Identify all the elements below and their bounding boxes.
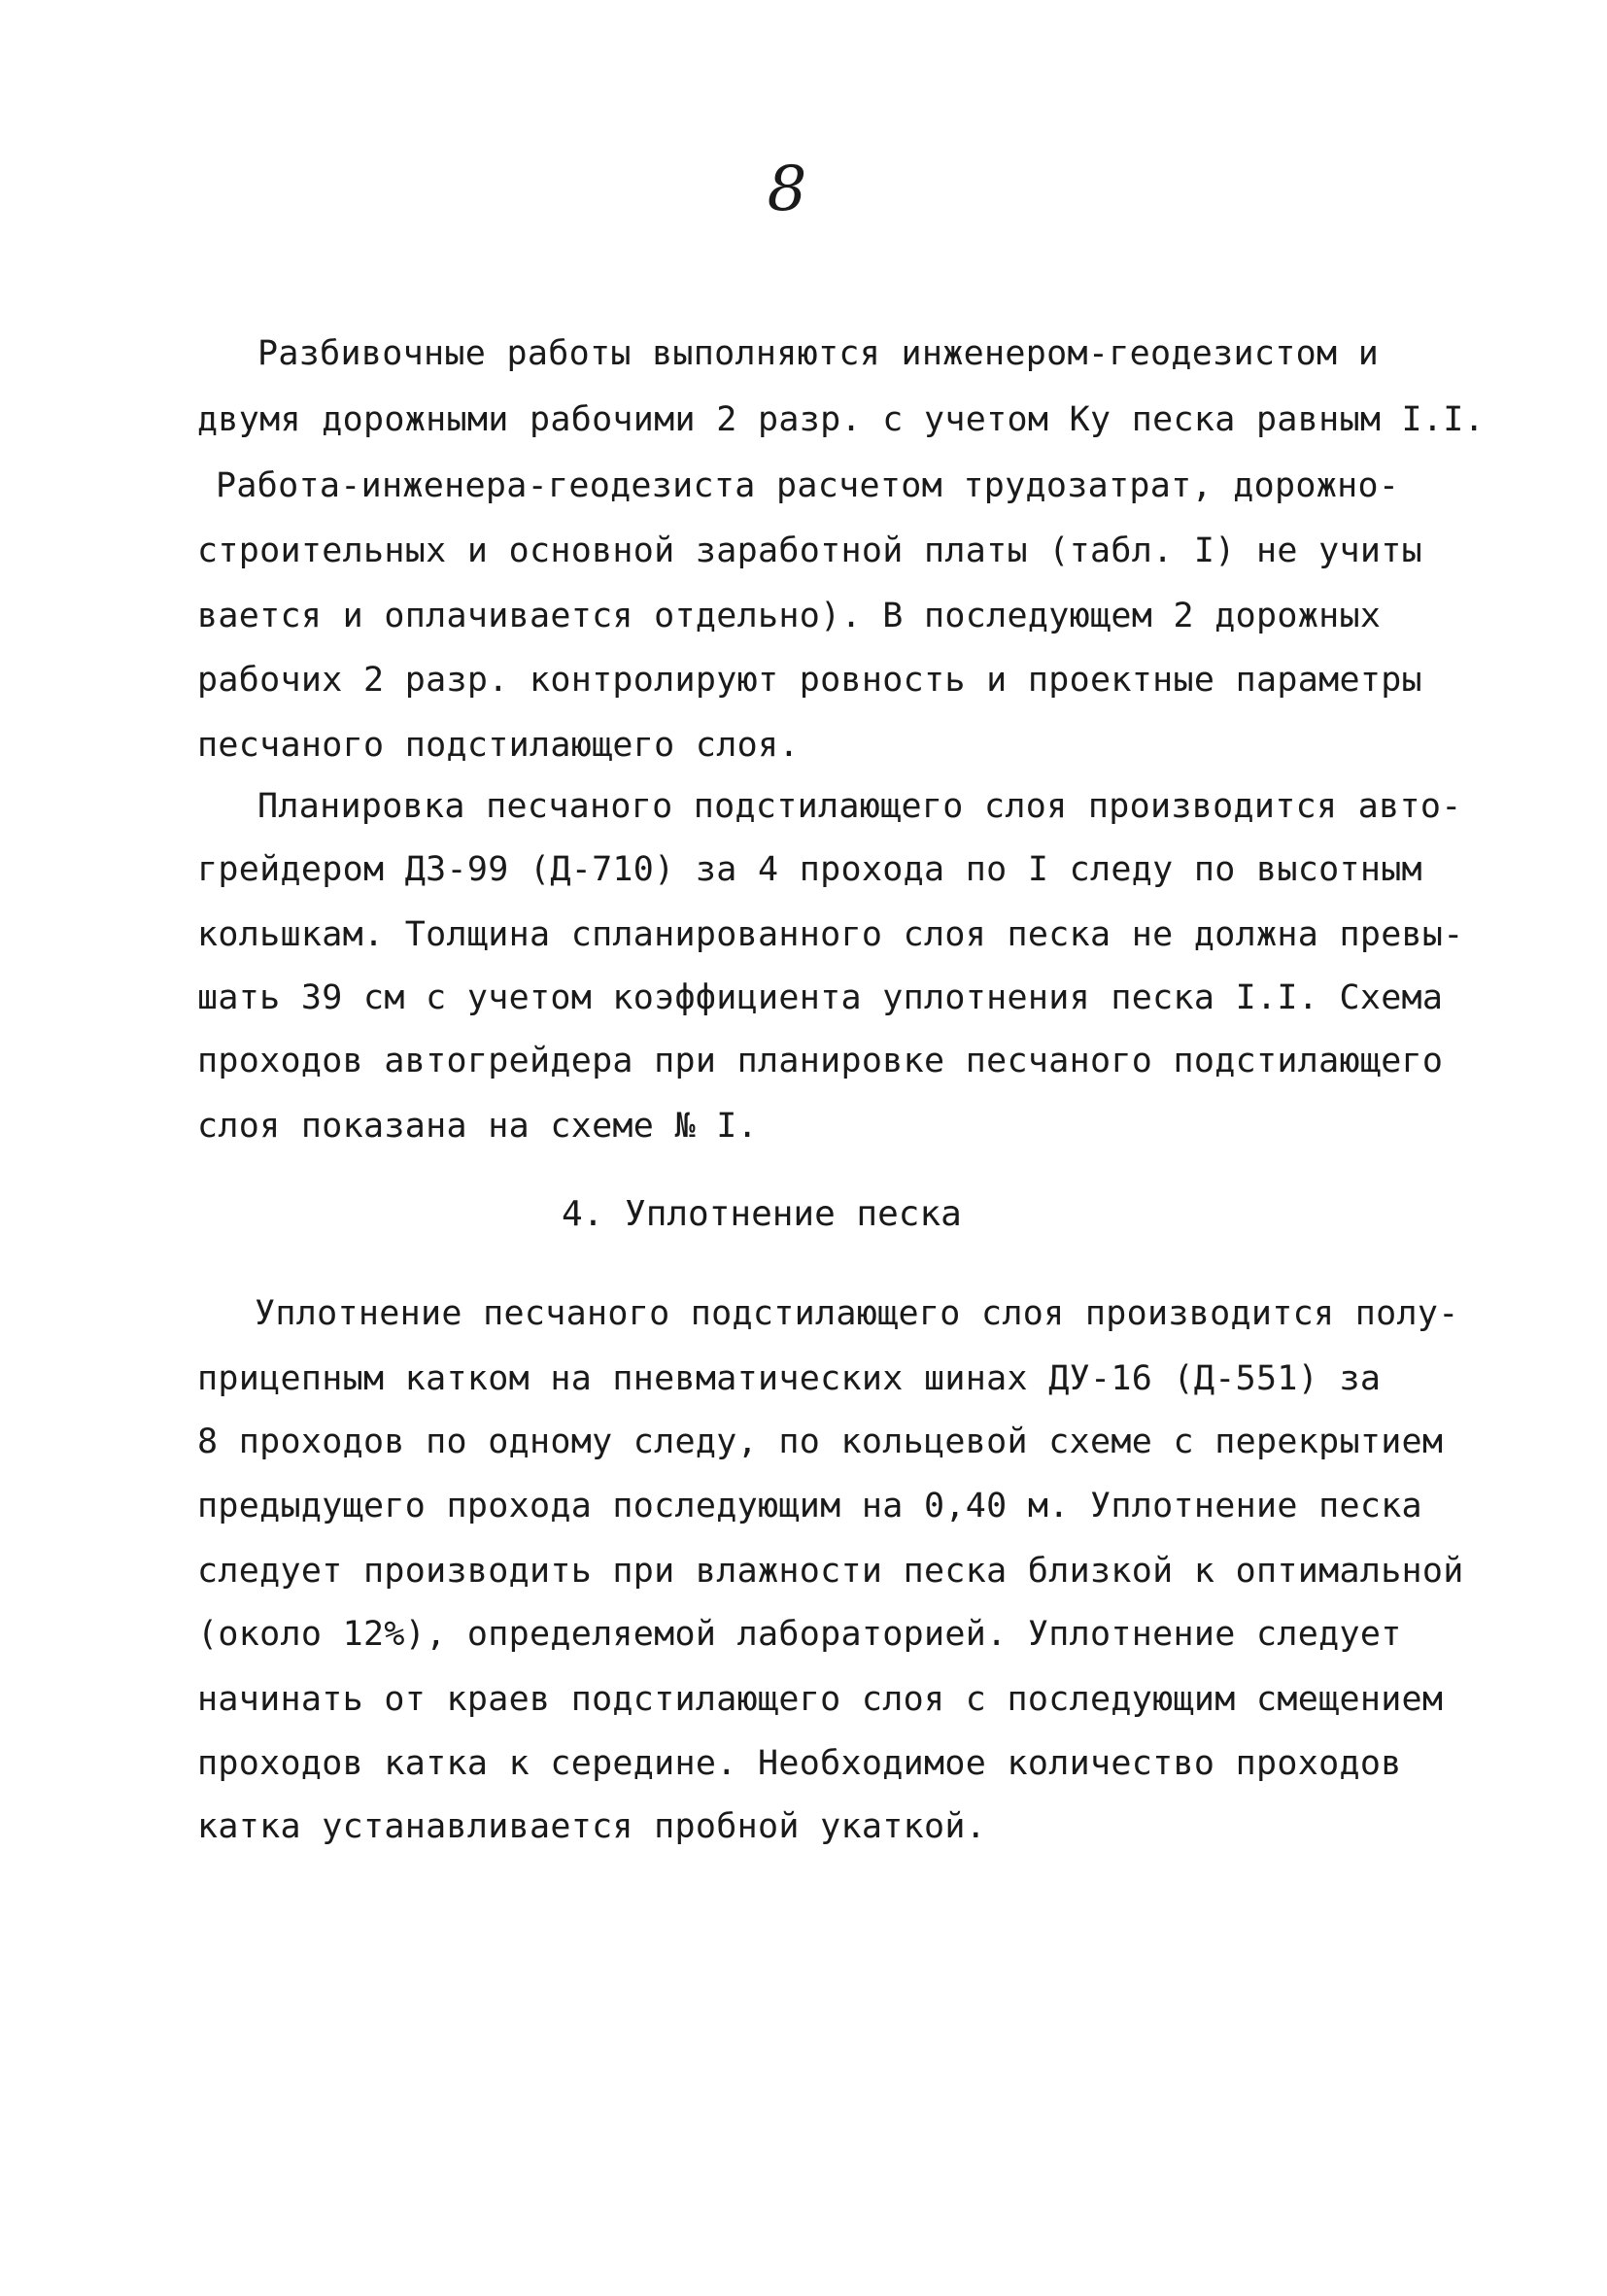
paragraph-3-line: предыдущего прохода последующим на 0,40 м. Уплотнение песка — [197, 1487, 1422, 1525]
paragraph-3-line: катка устанавливается пробной укаткой. — [197, 1807, 987, 1846]
paragraph-2-line: грейдером ДЗ-99 (Д-710) за 4 прохода по I следу по высотным — [197, 850, 1422, 889]
paragraph-2-line: кольшкам. Толщина спланированного слоя песка не должна превы- — [197, 915, 1464, 954]
paragraph-1-line: вается и оплачивается отдельно). В последующем 2 дорожных — [197, 597, 1382, 635]
paragraph-1-line: строительных и основной заработной платы (табл. I) не учиты — [197, 531, 1422, 570]
paragraph-1-line: Работа-инженера-геодезиста расчетом трудозатрат, дорожно- — [216, 466, 1400, 505]
paragraph-1-line: Разбивочные работы выполняются инженером-геодезистом и — [257, 334, 1380, 373]
paragraph-1-line: песчаного подстилающего слоя. — [197, 726, 800, 765]
paragraph-3-line: 8 проходов по одному следу, по кольцевой схеме с перекрытием — [197, 1422, 1444, 1461]
page-number: 8 — [767, 154, 807, 225]
section-heading: 4. Уплотнение песка — [562, 1194, 962, 1234]
paragraph-3-line: Уплотнение песчаного подстилающего слоя производится полу- — [255, 1294, 1459, 1333]
paragraph-1-line: рабочих 2 разр. контролируют ровность и проектные параметры — [197, 661, 1422, 700]
paragraph-3-line: (около 12%), определяемой лабораторией. Уплотнение следует — [197, 1615, 1402, 1654]
paragraph-3-line: прицепным катком на пневматических шинах ДУ-16 (Д-551) за — [197, 1359, 1382, 1398]
paragraph-3-line: начинать от краев подстилающего слоя с последующим смещением — [197, 1680, 1444, 1719]
paragraph-3-line: проходов катка к середине. Необходимое количество проходов — [197, 1744, 1402, 1783]
paragraph-3-line: следует производить при влажности песка близкой к оптимальной — [197, 1552, 1464, 1591]
paragraph-2-line: Планировка песчаного подстилающего слоя производится авто- — [257, 787, 1462, 826]
paragraph-2-line: слоя показана на схеме № I. — [197, 1107, 759, 1146]
paragraph-1-line: двумя дорожными рабочими 2 разр. с учетом Ку песка равным I.I. — [197, 400, 1486, 439]
paragraph-2-line: шать 39 см с учетом коэффициента уплотнения песка I.I. Схема — [197, 978, 1444, 1017]
paragraph-2-line: проходов автогрейдера при планировке песчаного подстилающего — [197, 1042, 1444, 1080]
